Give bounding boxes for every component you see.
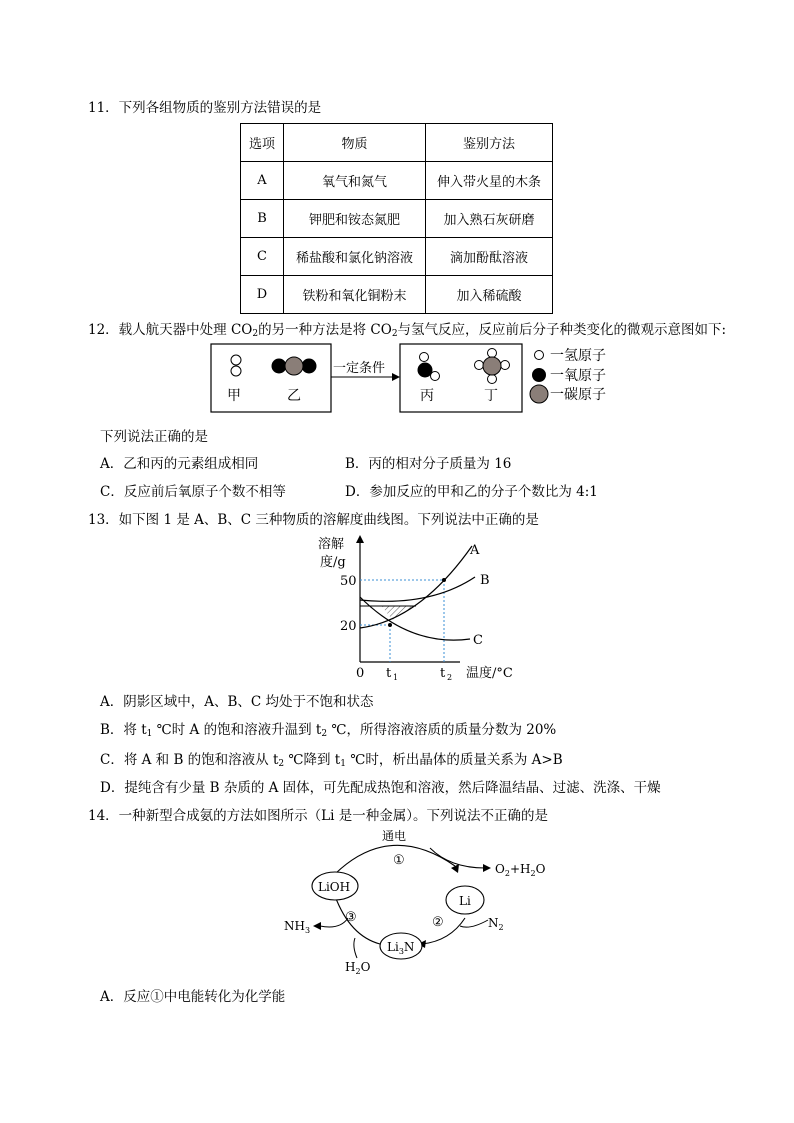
table-header-cell: 选项: [241, 124, 284, 162]
table-row: [241, 238, 553, 276]
subscript: 2: [278, 759, 285, 769]
label-bing: 丙: [420, 388, 434, 404]
carbon-atom: [483, 357, 501, 375]
arrow-head: [392, 373, 400, 381]
q13-option-a: A．阴影区域中，A、B、C 均处于不饱和状态: [100, 694, 374, 710]
carbon-atom: [285, 357, 303, 375]
table-cell: 稀盐酸和氯化钠溶液: [284, 238, 426, 276]
y-tick-20: 20: [340, 619, 357, 634]
arrow-head: [313, 922, 321, 930]
table-cell: C: [241, 238, 284, 276]
q12-option-b: B．丙的相对分子质量为 16: [345, 456, 512, 472]
hydrogen-atom: [475, 361, 484, 370]
step-3: ③: [345, 910, 357, 925]
q12-option-d: D．参加反应的甲和乙的分子个数比为 4:1: [345, 484, 598, 500]
label-li: Li: [459, 894, 471, 908]
legend-oxygen-label: 一氧原子: [550, 368, 606, 384]
y-tick-50: 50: [340, 574, 357, 589]
label-yi: 乙: [287, 388, 301, 404]
table-cell: 氧气和氮气: [284, 162, 426, 200]
curve-a: [360, 546, 472, 628]
curve-b: [360, 577, 475, 601]
q14-option-a: A．反应①中电能转化为化学能: [100, 989, 286, 1005]
table-cell: 加入熟石灰研磨: [426, 200, 553, 238]
ammonia-cycle-diagram: [280, 826, 560, 976]
label-nh3: $NH_3$: [284, 919, 311, 935]
legend-carbon-label: 一碳原子: [550, 387, 606, 403]
q13-option-d: D．提纯含有少量 B 杂质的 A 固体，可先配成热饱和溶液，然后降温结晶、过滤、洗涤、干燥: [100, 780, 661, 796]
q12-stem-part: 与氢气反应，反应前后分子种类变化的微观示意图如下:: [397, 322, 727, 338]
q14-stem: 14．一种新型合成氨的方法如图所示（Li 是一种金属）。下列说法不正确的是: [88, 808, 549, 824]
product-box: [400, 344, 522, 412]
hydrogen-atom: [488, 375, 497, 384]
hydrogen-atom: [488, 349, 497, 358]
legend-hydrogen-label: 一氢原子: [550, 348, 606, 364]
x-tick-t2-sub: 2: [447, 673, 453, 682]
x-origin: 0: [356, 666, 365, 681]
label-jia: 甲: [227, 388, 241, 404]
y-label-1: 溶解: [318, 537, 345, 552]
label-h2o: $H_2O$: [345, 960, 371, 976]
molecule-diagram: [205, 340, 645, 418]
option-part: ℃时，析出晶体的质量关系为 A>B: [345, 752, 563, 768]
shaded-region: [360, 606, 416, 620]
legend-oxygen-icon: [532, 368, 546, 382]
label-n2: $N_2$: [488, 916, 504, 932]
solubility-chart: [310, 532, 530, 682]
legend-carbon-icon: [530, 385, 548, 403]
option-part: C．将 A 和 B 的饱和溶液从 t: [100, 752, 279, 768]
oxygen-atom: [418, 363, 433, 378]
subscript: 1: [146, 729, 153, 739]
hydrogen-atom: [501, 361, 510, 370]
q12-stem: [88, 318, 726, 339]
arc-left: [335, 896, 380, 944]
table-header-cell: 鉴别方法: [426, 124, 553, 162]
legend-hydrogen-icon: [535, 351, 544, 360]
label-ding: 丁: [484, 388, 498, 404]
table-cell: 钾肥和铵态氮肥: [284, 200, 426, 238]
q11-table: [240, 123, 553, 314]
option-part: ℃时 A 的饱和溶液升温到 t: [152, 722, 322, 738]
y-label-2: 度/g: [320, 555, 346, 570]
option-part: B．将 t: [100, 722, 147, 738]
hydrogen-atom: [231, 355, 241, 365]
q12-stem-part: 12．载人航天器中处理 CO: [88, 322, 253, 338]
oxygen-atom: [302, 359, 317, 374]
subscript: 2: [252, 329, 259, 339]
step-2: ②: [432, 915, 444, 930]
table-cell: 加入稀硫酸: [426, 276, 553, 314]
table-cell: D: [241, 276, 284, 314]
q12-option-a: A．乙和丙的元素组成相同: [100, 456, 259, 472]
y-axis-arrow: [356, 535, 364, 543]
option-part: ℃，所得溶液溶质的质量分数为 20%: [327, 722, 557, 738]
q12-option-c: C．反应前后氧原子个数不相等: [100, 484, 286, 500]
subscript: 1: [340, 759, 346, 769]
curve-label-b: B: [480, 573, 490, 588]
oxygen-atom: [272, 359, 287, 374]
x-label: 温度/°C: [466, 666, 513, 681]
curve-label-a: A: [470, 543, 480, 558]
q12-lead: 下列说法正确的是: [100, 429, 208, 445]
x-tick-t2: t: [440, 666, 446, 681]
table-row: [241, 276, 553, 314]
table-cell: 铁粉和氧化铜粉末: [284, 276, 426, 314]
table-cell: 伸入带火星的木条: [426, 162, 553, 200]
curve-label-c: C: [473, 633, 483, 648]
label-o2h2o: $O_2+H_2O$: [495, 862, 546, 878]
hydrogen-atom: [231, 366, 241, 376]
table-row: [241, 162, 553, 200]
q13-option-b: [100, 718, 556, 739]
branch-n2: [460, 920, 488, 927]
branch-nh3: [320, 918, 348, 927]
point-t2: [442, 578, 446, 582]
table-cell: 滴加酚酞溶液: [426, 238, 553, 276]
label-lioh: LiOH: [318, 880, 351, 894]
subscript: 2: [321, 729, 328, 739]
point-t1: [388, 623, 392, 627]
curve-c: [360, 597, 470, 640]
table-cell: A: [241, 162, 284, 200]
q13-option-c: [100, 748, 563, 769]
option-part: ℃降到 t: [284, 752, 341, 768]
table-header-row: [241, 124, 553, 162]
label-li3n: $Li_3N$: [387, 940, 415, 956]
x-tick-t1: t: [386, 666, 392, 681]
step-1: ①: [393, 853, 405, 868]
reaction-condition: 一定条件: [333, 361, 386, 376]
table-cell: B: [241, 200, 284, 238]
branch-h2o: [354, 938, 357, 958]
x-tick-t1-sub: 1: [393, 673, 399, 682]
subscript: 2: [391, 329, 398, 339]
arrow-head: [483, 864, 491, 872]
label-tongdian: 通电: [382, 829, 407, 843]
q13-stem: 13．如下图 1 是 A、B、C 三种物质的溶解度曲线图。下列说法中正确的是: [88, 512, 539, 528]
q12-stem-part: 的另一种方法是将 CO: [258, 322, 392, 338]
table-header-cell: 物质: [284, 124, 426, 162]
hydrogen-atom: [420, 353, 429, 362]
q11-stem: 11．下列各组物质的鉴别方法错误的是: [88, 100, 322, 116]
table-row: [241, 200, 553, 238]
